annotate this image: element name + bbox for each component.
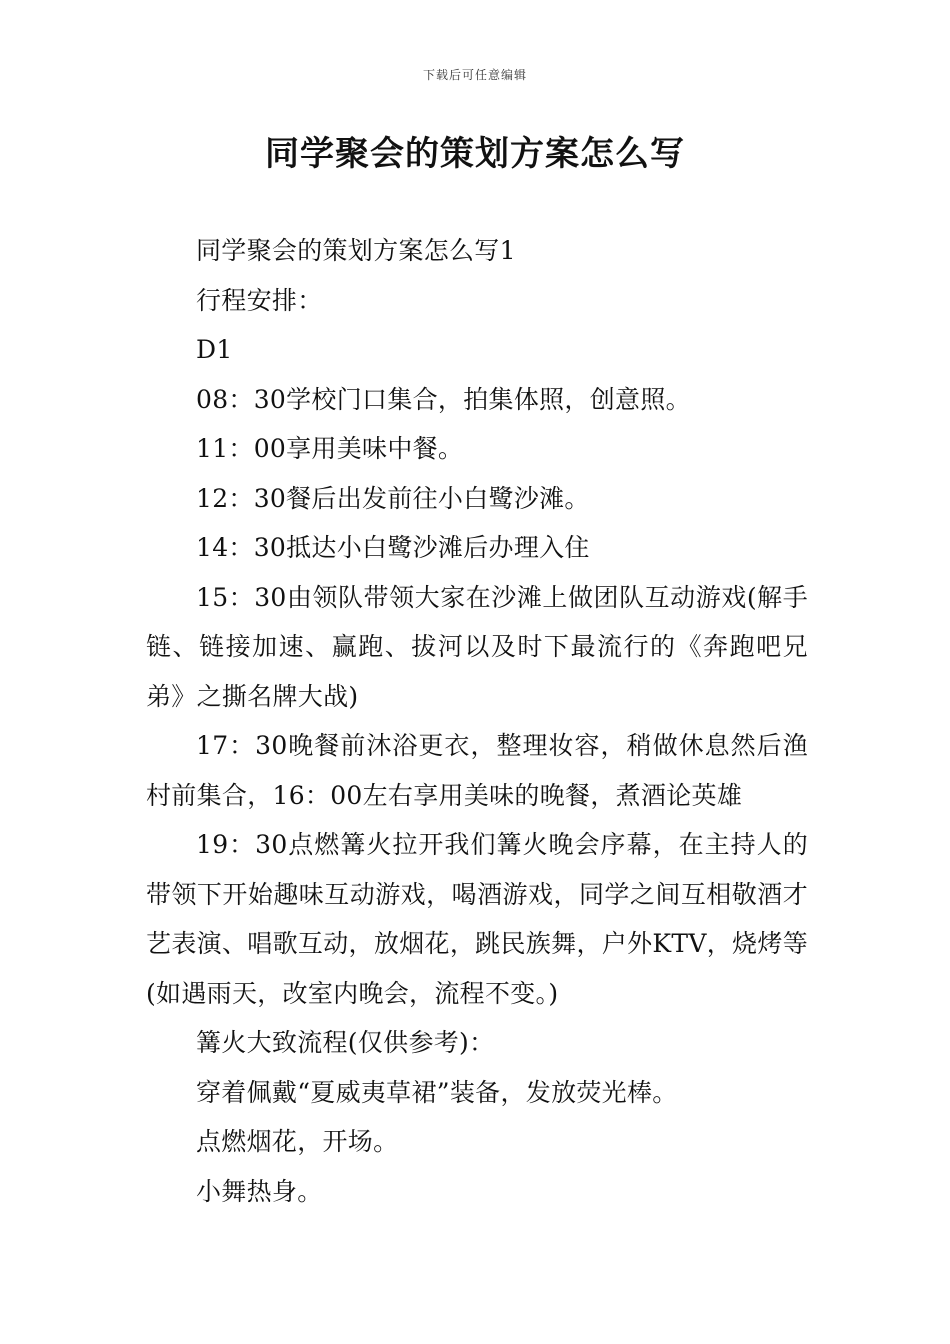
header-note: 下载后可任意编辑 <box>422 68 527 82</box>
bonfire-flow-heading: 篝火大致流程(仅供参考)： <box>196 1028 495 1057</box>
bonfire-step: 穿着佩戴“夏威夷草裙”装备，发放荧光棒。 <box>196 1077 678 1107</box>
schedule-item: 12：30餐后出发前往小白鹭沙滩。 <box>196 483 590 513</box>
schedule-item: 08：30学校门口集合，拍集体照，创意照。 <box>196 384 691 414</box>
document-title: 同学聚会的策划方案怎么写 <box>265 134 685 174</box>
day-label: D1 <box>196 335 233 364</box>
schedule-item: 14：30抵达小白鹭沙滩后办理入住 <box>196 533 590 562</box>
bonfire-step: 点燃烟花，开场。 <box>196 1127 399 1156</box>
section-heading: 同学聚会的策划方案怎么写1 <box>196 236 516 265</box>
document-body <box>146 226 808 1216</box>
itinerary-heading: 行程安排： <box>196 285 323 315</box>
schedule-item: 11：00享用美味中餐。 <box>196 434 464 463</box>
schedule-item: 17：30晚餐前沐浴更衣，整理妆容，稍做休息然后渔村前集合，16：00左右享用美味的晚餐，煮酒论英雄 <box>146 731 808 810</box>
bonfire-step: 小舞热身。 <box>196 1176 323 1206</box>
schedule-item: 15：30由领队带领大家在沙滩上做团队互动游戏(解手链、链接加速、赢跑、拔河以及时下最流行的《奔跑吧兄弟》之撕名牌大战) <box>146 582 808 711</box>
schedule-item: 19：30点燃篝火拉开我们篝火晚会序幕，在主持人的带领下开始趣味互动游戏，喝酒游戏，同学之间互相敬酒才艺表演、唱歌互动，放烟花，跳民族舞，户外KTV，烧烤等(如遇雨天，改室内晚会，流程不变。) <box>146 830 808 1008</box>
